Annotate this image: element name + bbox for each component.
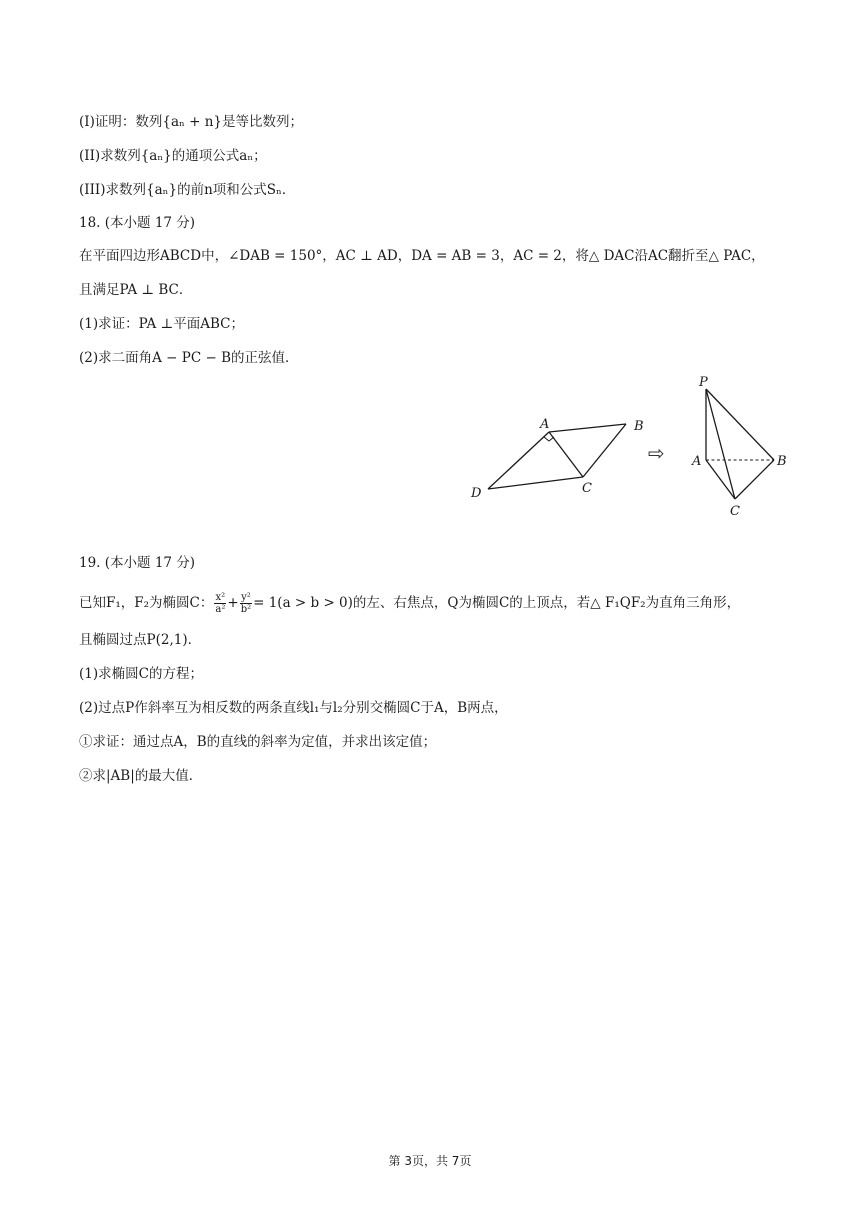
label-C: C	[582, 481, 592, 496]
q19-sub2: ②求|AB|的最大值．	[79, 768, 203, 784]
label-C: C	[730, 504, 740, 519]
q19-stem-line1	[79, 592, 740, 615]
q17-part3: (III)求数列{aₙ}的前n项和公式Sₙ．	[79, 182, 296, 198]
edge-PB	[706, 389, 774, 460]
q19-stem-line2: 且椭圆过点P(2,1)．	[79, 632, 202, 648]
quadrilateral-figure	[460, 405, 660, 510]
edge-AC	[706, 460, 735, 499]
fold-arrow-icon: ⇨	[648, 441, 665, 465]
label-D: D	[471, 486, 482, 501]
q19-stem-prefix: 已知F₁，F₂为椭圆C：	[79, 595, 214, 611]
q19-stem-suffix: = 1(a > b > 0)的左、右焦点，Q为椭圆C的上顶点，若△ F₁QF₂为直角三角形，	[253, 595, 741, 611]
right-angle-mark	[544, 437, 554, 441]
edge-DC	[488, 477, 583, 489]
fraction-denominator: b²	[240, 604, 252, 615]
q17-part1: (I)证明：数列{aₙ + n}是等比数列；	[79, 114, 304, 130]
q18-header: 18. (本小题 17 分)	[79, 215, 196, 231]
edge-AC	[549, 432, 583, 477]
fraction-y2-b2	[240, 592, 252, 615]
tetrahedron-figure	[685, 372, 800, 520]
q19-part1: (1)求椭圆C的方程；	[79, 666, 203, 682]
label-P: P	[699, 375, 708, 390]
label-A: A	[692, 454, 702, 469]
edge-PC	[706, 389, 735, 499]
q17-part2: (II)求数列{aₙ}的通项公式aₙ；	[79, 148, 267, 164]
q19-header: 19. (本小题 17 分)	[79, 555, 196, 571]
page-footer: 第 3页，共 7页	[388, 1154, 472, 1168]
edge-CB	[735, 460, 774, 499]
q18-stem-line2: 且满足PA ⊥ BC．	[79, 282, 193, 298]
label-B: B	[777, 454, 787, 469]
q19-sub1: ①求证：通过点A，B的直线的斜率为定值，并求出该定值；	[79, 734, 437, 750]
q19-part2: (2)过点P作斜率互为相反数的两条直线l₁与l₂分别交椭圆C于A，B两点，	[79, 700, 508, 716]
fraction-denominator: a²	[215, 604, 226, 615]
edge-AB	[549, 424, 626, 432]
plus-sign: +	[227, 595, 239, 611]
q18-part2: (2)求二面角A − PC − B的正弦值．	[79, 350, 299, 366]
label-A: A	[540, 417, 550, 432]
label-B: B	[634, 419, 644, 434]
fraction-x2-a2	[214, 592, 226, 615]
fraction-numerator: x²	[215, 592, 226, 603]
edge-BC	[583, 424, 626, 477]
edge-AD	[488, 432, 549, 489]
fraction-numerator: y²	[241, 592, 251, 603]
q18-stem-line1: 在平面四边形ABCD中，∠DAB = 150°，AC ⊥ AD，DA = AB = 3，AC = 2，将△ DAC沿AC翻折至△ PAC，	[79, 248, 765, 264]
q18-part1: (1)求证：PA ⊥平面ABC；	[79, 316, 244, 332]
